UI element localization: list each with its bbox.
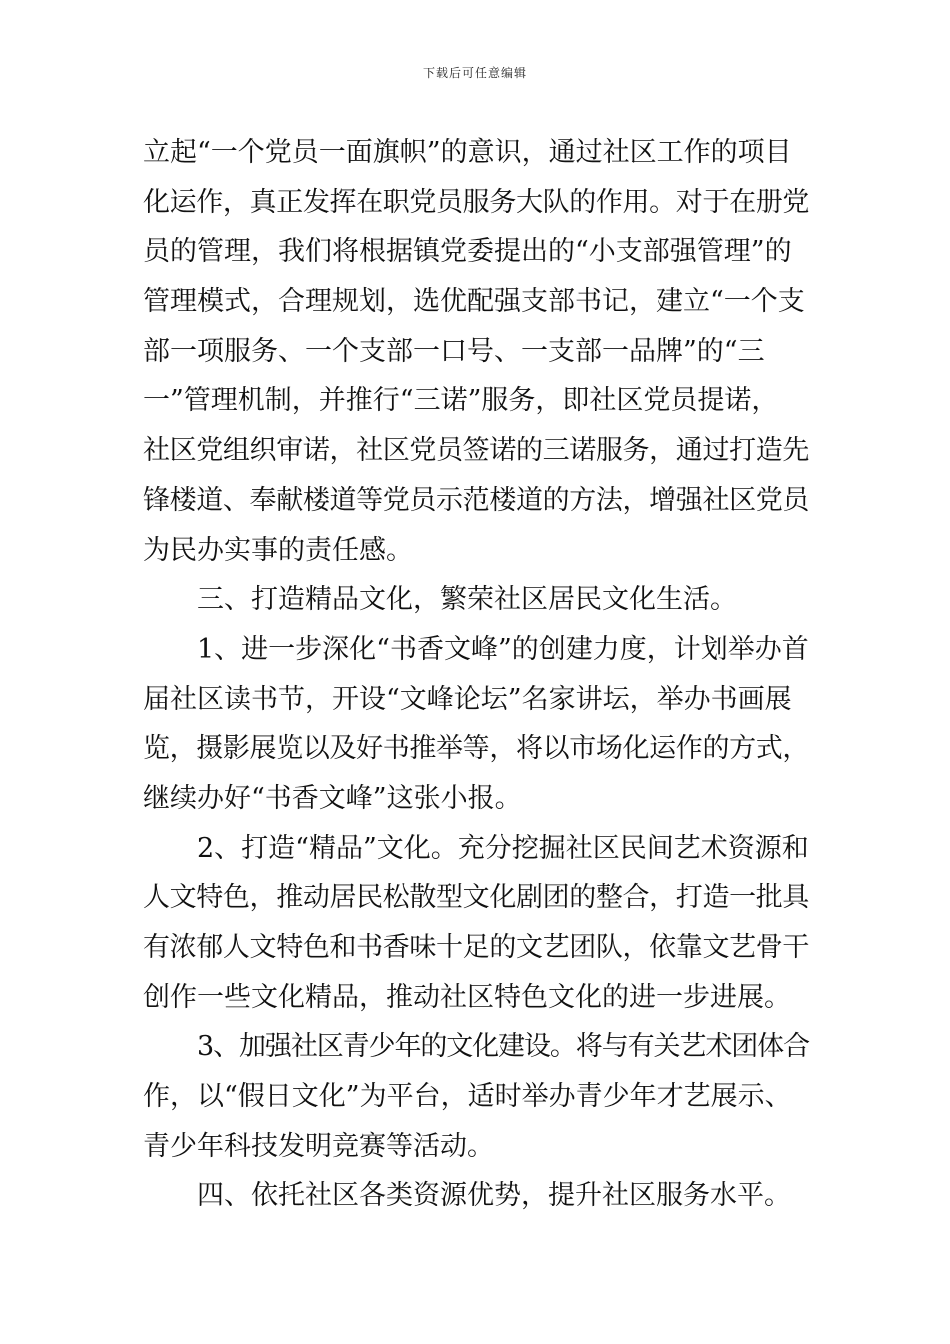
text-line: 览，摄影展览以及好书推举等，将以市场化运作的方式， [143,733,809,765]
text-line: 创作一些文化精品，推动社区特色文化的进一步进展。 [143,981,791,1013]
body-text [143,128,809,1221]
text-line: 社区党组织审诺，社区党员签诺的三诺服务，通过打造先 [143,435,809,467]
text-line: 三、打造精品文化，繁荣社区居民文化生活。 [197,584,737,616]
text-line: 继续办好“书香文峰”这张小报。 [143,782,522,814]
text-line: 1、进一步深化“书香文峰”的创建力度，计划举办首 [197,633,809,665]
page-header: 下载后可任意编辑 [422,66,527,80]
text-line: 锋楼道、奉献楼道等党员示范楼道的方法，增强社区党员 [143,484,809,516]
text-line: 化运作，真正发挥在职党员服务大队的作用。对于在册党 [143,186,809,218]
text-line: 青少年科技发明竞赛等活动。 [143,1130,494,1162]
text-line: 员的管理，我们将根据镇党委提出的“小支部强管理”的 [143,236,792,268]
text-line: 有浓郁人文特色和书香味十足的文艺团队，依靠文艺骨干 [143,932,809,963]
text-line: 人文特色，推动居民松散型文化剧团的整合，打造一批具 [143,882,809,914]
text-line: 四、依托社区各类资源优势，提升社区服务水平。 [197,1180,791,1212]
text-line: 部一项服务、一个支部一口号、一支部一品牌”的“三 [143,335,765,367]
text-line: 3、加强社区青少年的文化建设。将与有关艺术团体合 [197,1031,809,1063]
text-line: 届社区读书节，开设“文峰论坛”名家讲坛，举办书画展 [143,683,792,715]
text-line: 作，以“假日文化”为平台，适时举办青少年才艺展示、 [143,1081,792,1113]
text-line: 立起“一个党员一面旗帜”的意识，通过社区工作的项目 [143,137,792,168]
text-line: 2、打造“精品”文化。充分挖掘社区民间艺术资源和 [197,832,809,864]
text-line: 一”管理机制，并推行“三诺”服务，即社区党员提诺， [143,385,779,417]
text-line: 为民办实事的责任感。 [143,534,413,566]
text-line: 管理模式，合理规划，选优配强支部书记，建立“一个支 [143,286,805,318]
